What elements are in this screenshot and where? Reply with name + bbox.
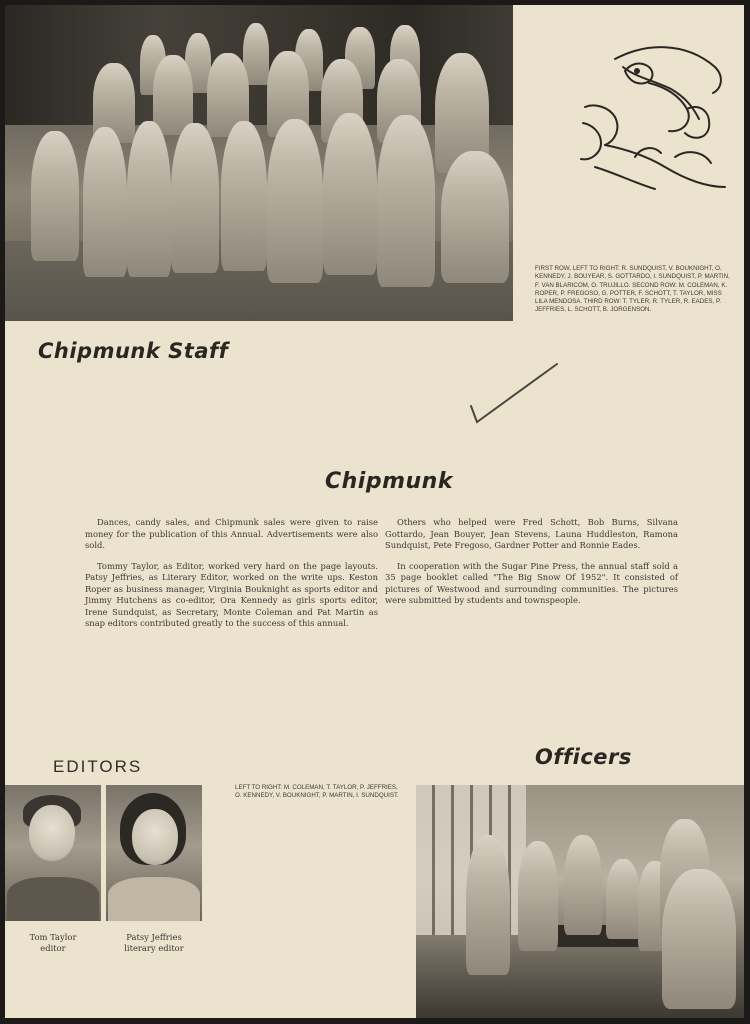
editor-role: editor: [40, 942, 66, 953]
group-photo-caption: FIRST ROW, LEFT TO RIGHT: R. SUNDQUIST, V. BOUKNIGHT, O. KENNEDY, J. BOUYEAR, S. GOTTARDO, I. SUNDQUIST, P. MARTIN, F. VAN BLARICOM, O. TRUJILLO. SECOND ROW: M. COLEMAN, K. ROPER, P. FREGOSO, G. POTTER, F. SCHOTT, T. TAYLOR, MISS LILA MENDOSA. THIRD ROW: T. TYLER, R. TYLER, R. EADES, P. JEFFRIES, L. SCHOTT, B. JORGENSON.: [535, 265, 730, 314]
photo-person: [221, 121, 267, 271]
photo-person: [83, 127, 127, 277]
editors-heading: EDITORS: [53, 757, 143, 776]
portrait-face: [29, 805, 75, 861]
photo-person: [377, 115, 435, 287]
photo-person: [31, 131, 79, 261]
staff-heading: Chipmunk Staff: [38, 339, 229, 363]
paragraph: Others who helped were Fred Schott, Bob Burns, Silvana Gottardo, Jean Bouyer, Jean Stevens, Launa Huddleston, Ramona Sundquist, Pete Fregoso, Gardner Potter and Ronnie Eades.: [385, 517, 678, 550]
paragraph: Dances, candy sales, and Chipmunk sales were given to raise money for the publication of this Annual. Advertisements were also sold.: [85, 517, 378, 550]
officers-heading: Officers: [535, 745, 632, 769]
section-heading: Chipmunk: [325, 469, 453, 494]
photo-person: [127, 121, 171, 277]
photo-person: [323, 113, 377, 275]
yearbook-page: [5, 5, 744, 1018]
editor-portrait: [5, 785, 101, 921]
paragraph: Tommy Taylor, as Editor, worked very hard on the page layouts. Patsy Jeffries, as Literary Editor, worked on the write ups. Keston Roper as business manager, Virginia Bouknight as sports editor and Jimmy Hutchens as co-editor, Ora Kennedy as girls sports editor, Irene Sundquist, as Secretary, Monte Coleman and Pat Martin as snap editors contributed greatly to the success of this annual.: [85, 560, 378, 628]
literary-editor-name: Patsy Jeffries: [126, 932, 182, 942]
portrait-shoulders: [7, 877, 99, 921]
photo-person: [466, 835, 510, 975]
editor-name: Tom Taylor: [29, 932, 77, 942]
portrait-face: [132, 809, 178, 865]
photo-person: [606, 859, 640, 939]
paragraph: In cooperation with the Sugar Pine Press, the annual staff sold a 35 page booklet called "The Big Snow Of 1952". It consisted of pictures of Westwood and surrounding communities. The pictures were submitted by students and townspeople.: [385, 560, 678, 605]
photo-person: [153, 55, 193, 135]
officers-caption: LEFT TO RIGHT: M. COLEMAN, T. TAYLOR, P. JEFFRIES, O. KENNEDY, V. BOUKNIGHT, P. MARTIN, I. SUNDQUIST.: [235, 784, 399, 800]
staff-group-photo: [5, 5, 513, 321]
editor-caption: [5, 932, 101, 953]
right-column: [385, 517, 678, 616]
photo-person: [662, 869, 736, 1009]
literary-editor-role: literary editor: [124, 942, 184, 953]
chipmunk-sketch-icon: [575, 37, 730, 197]
photo-person: [564, 835, 602, 935]
photo-person: [441, 151, 509, 283]
literary-editor-portrait: [106, 785, 202, 921]
portrait-shoulders: [108, 877, 200, 921]
left-column: [85, 517, 378, 639]
checkmark-icon: [465, 360, 565, 425]
photo-person: [518, 841, 558, 951]
photo-person: [171, 123, 219, 273]
officers-photo: [416, 785, 744, 1018]
literary-editor-caption: [106, 932, 202, 953]
photo-person: [267, 119, 323, 283]
